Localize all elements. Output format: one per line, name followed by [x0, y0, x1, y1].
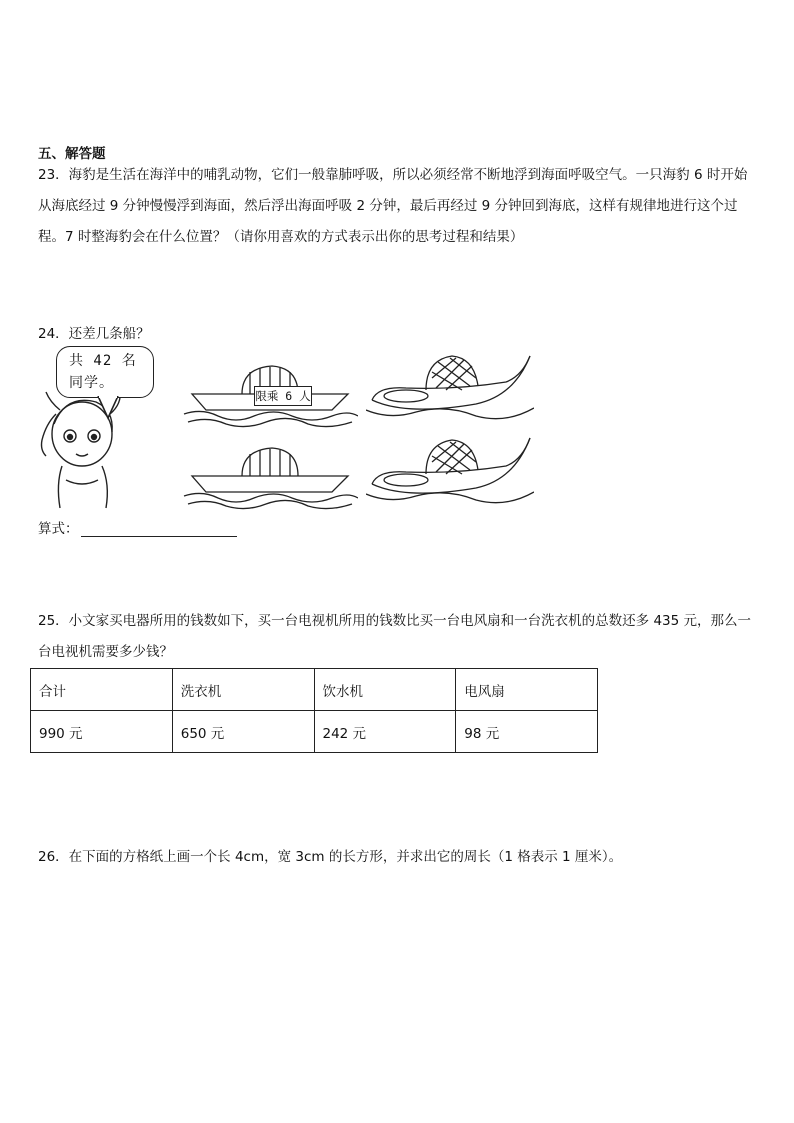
formula-label: 算式：: [38, 521, 79, 537]
net-boat-top: [366, 346, 534, 424]
table-header-row: [31, 669, 598, 711]
bubble-tail: [96, 396, 126, 420]
table-header-cell: 洗衣机: [172, 669, 314, 711]
question-23-text: 23．海豹是生活在海洋中的哺乳动物，它们一般靠肺呼吸，所以必须经常不断地浮到海面呼吸空气。一只海豹 6 时开始从海底经过 9 分钟慢慢浮到海面，然后浮出海面呼吸 2 分钟，最后再经过 9 分钟回到海底，这样有规律地进行这个过程。7 时整海豹会在什么位置？（请你用喜欢的方式表示出你的思考过程和结果）: [38, 167, 748, 245]
table-header-cell: 电风扇: [456, 669, 598, 711]
table-header-cell: 合计: [31, 669, 173, 711]
bubble-line-2: 同学。: [69, 375, 114, 391]
question-24-title: 24．还差几条船？: [38, 326, 150, 342]
section-title: 五、解答题: [38, 146, 106, 162]
net-boat-bottom: [366, 426, 534, 508]
table-header-cell: 饮水机: [314, 669, 456, 711]
table-cell: 650 元: [172, 711, 314, 753]
bubble-line-1: 共 42 名: [69, 353, 137, 369]
table-cell: 242 元: [314, 711, 456, 753]
question-25-text: 25．小文家买电器所用的钱数如下，买一台电视机所用的钱数比买一台电风扇和一台洗衣机的总数还多 435 元，那么一台电视机需要多少钱？: [38, 613, 752, 660]
speech-bubble: [56, 346, 154, 398]
table-row: [31, 711, 598, 753]
table-cell: 98 元: [456, 711, 598, 753]
appliance-price-table: [30, 668, 598, 753]
question-26-text: 26．在下面的方格纸上画一个长 4cm，宽 3cm 的长方形，并求出它的周长（1 格表示 1 厘米）。: [38, 849, 623, 865]
boat-capacity-sign: 限乘 6 人: [254, 386, 312, 406]
table-cell: 990 元: [31, 711, 173, 753]
formula-line: [38, 517, 237, 537]
answer-blank[interactable]: [81, 520, 237, 537]
canopy-boat-bottom: [182, 440, 358, 512]
